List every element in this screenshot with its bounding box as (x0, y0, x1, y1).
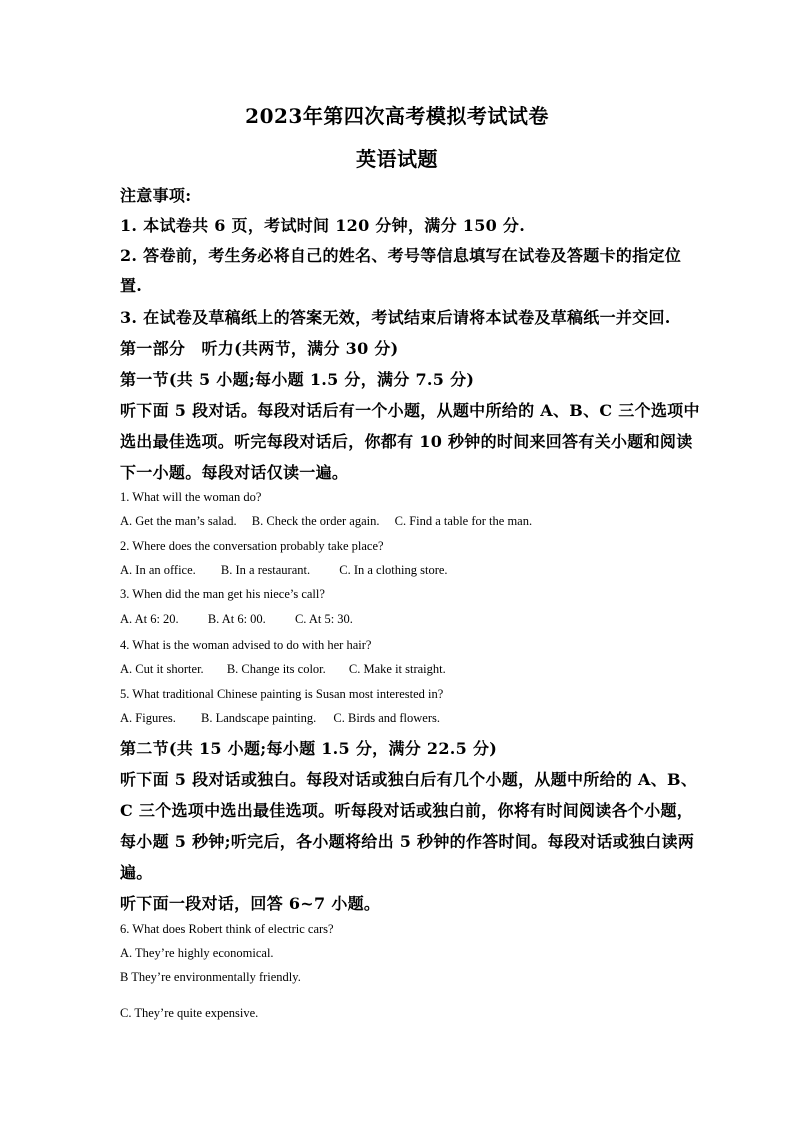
option-b: B. In a restaurant. (220, 563, 311, 577)
note-item-3: 3. 在试卷及草稿纸上的答案无效，考试结束后请将本试卷及草稿纸一并交回. (120, 308, 671, 327)
section2-instruction-3: 每小题 5 秒钟;听完后，各小题将给出 5 秒钟的作答时间。每段对话或独白读两 (120, 832, 695, 851)
question-2-options (120, 563, 448, 578)
question-5-options (120, 711, 440, 726)
option-b: B. Change its color. (226, 662, 326, 676)
question-3: 3. When did the man get his niece’s call? (120, 587, 325, 601)
option-a: A. Cut it shorter. (120, 662, 204, 676)
option-b: B. At 6: 00. (207, 612, 266, 626)
note-item-2: 2. 答卷前，考生务必将自己的姓名、考号等信息填写在试卷及答题卡的指定位 (120, 246, 682, 265)
part1-heading: 第一部分 听力(共两节，满分 30 分) (120, 339, 399, 358)
question-6-option-b: B They’re environmentally friendly. (120, 970, 301, 984)
question-3-options (120, 612, 353, 627)
option-c: C. At 5: 30. (294, 612, 353, 626)
question-4-options (120, 662, 446, 677)
section1-instruction-3: 下一小题。每段对话仅读一遍。 (120, 463, 349, 482)
notes-heading: 注意事项: (120, 186, 192, 205)
option-a: A. At 6: 20. (120, 612, 179, 626)
question-5: 5. What traditional Chinese painting is Susan most interested in? (120, 687, 444, 701)
group-heading-6-7: 听下面一段对话，回答 6~7 小题。 (120, 894, 381, 913)
exam-subtitle: 英语试题 (356, 147, 438, 171)
exam-title: 2023年第四次高考模拟考试试卷 (245, 104, 549, 128)
option-c: C. Birds and flowers. (333, 711, 440, 725)
option-b: B. Check the order again. (251, 514, 380, 528)
option-a: A. Get the man’s salad. (120, 514, 237, 528)
option-c: C. Make it straight. (348, 662, 446, 676)
section1-heading: 第一节(共 5 小题;每小题 1.5 分，满分 7.5 分) (120, 370, 475, 389)
option-c: C. In a clothing store. (339, 563, 448, 577)
option-b: B. Landscape painting. (201, 711, 317, 725)
section2-instruction-4: 遍。 (120, 863, 153, 882)
section2-instruction-1: 听下面 5 段对话或独白。每段对话或独白后有几个小题，从题中所给的 A、B、 (120, 770, 698, 789)
note-item-1: 1. 本试卷共 6 页，考试时间 120 分钟，满分 150 分. (120, 216, 526, 235)
note-item-2-cont: 置. (120, 276, 143, 295)
question-1-options (120, 514, 532, 529)
question-4: 4. What is the woman advised to do with her hair? (120, 638, 372, 652)
question-6-option-a: A. They’re highly economical. (120, 946, 274, 960)
question-1: 1. What will the woman do? (120, 490, 262, 504)
option-c: C. Find a table for the man. (394, 514, 533, 528)
question-6: 6. What does Robert think of electric cars? (120, 922, 334, 936)
section1-instruction-2: 选出最佳选项。听完每段对话后，你都有 10 秒钟的时间来回答有关小题和阅读 (120, 432, 693, 451)
question-6-option-c: C. They’re quite expensive. (120, 1006, 259, 1020)
option-a: A. Figures. (120, 711, 176, 725)
section1-instruction-1: 听下面 5 段对话。每段对话后有一个小题，从题中所给的 A、B、C 三个选项中 (120, 401, 700, 420)
question-2: 2. Where does the conversation probably take place? (120, 539, 384, 553)
section2-instruction-2: C 三个选项中选出最佳选项。听每段对话或独白前，你将有时间阅读各个小题， (120, 801, 694, 820)
section2-heading: 第二节(共 15 小题;每小题 1.5 分，满分 22.5 分) (120, 739, 498, 758)
option-a: A. In an office. (120, 563, 196, 577)
